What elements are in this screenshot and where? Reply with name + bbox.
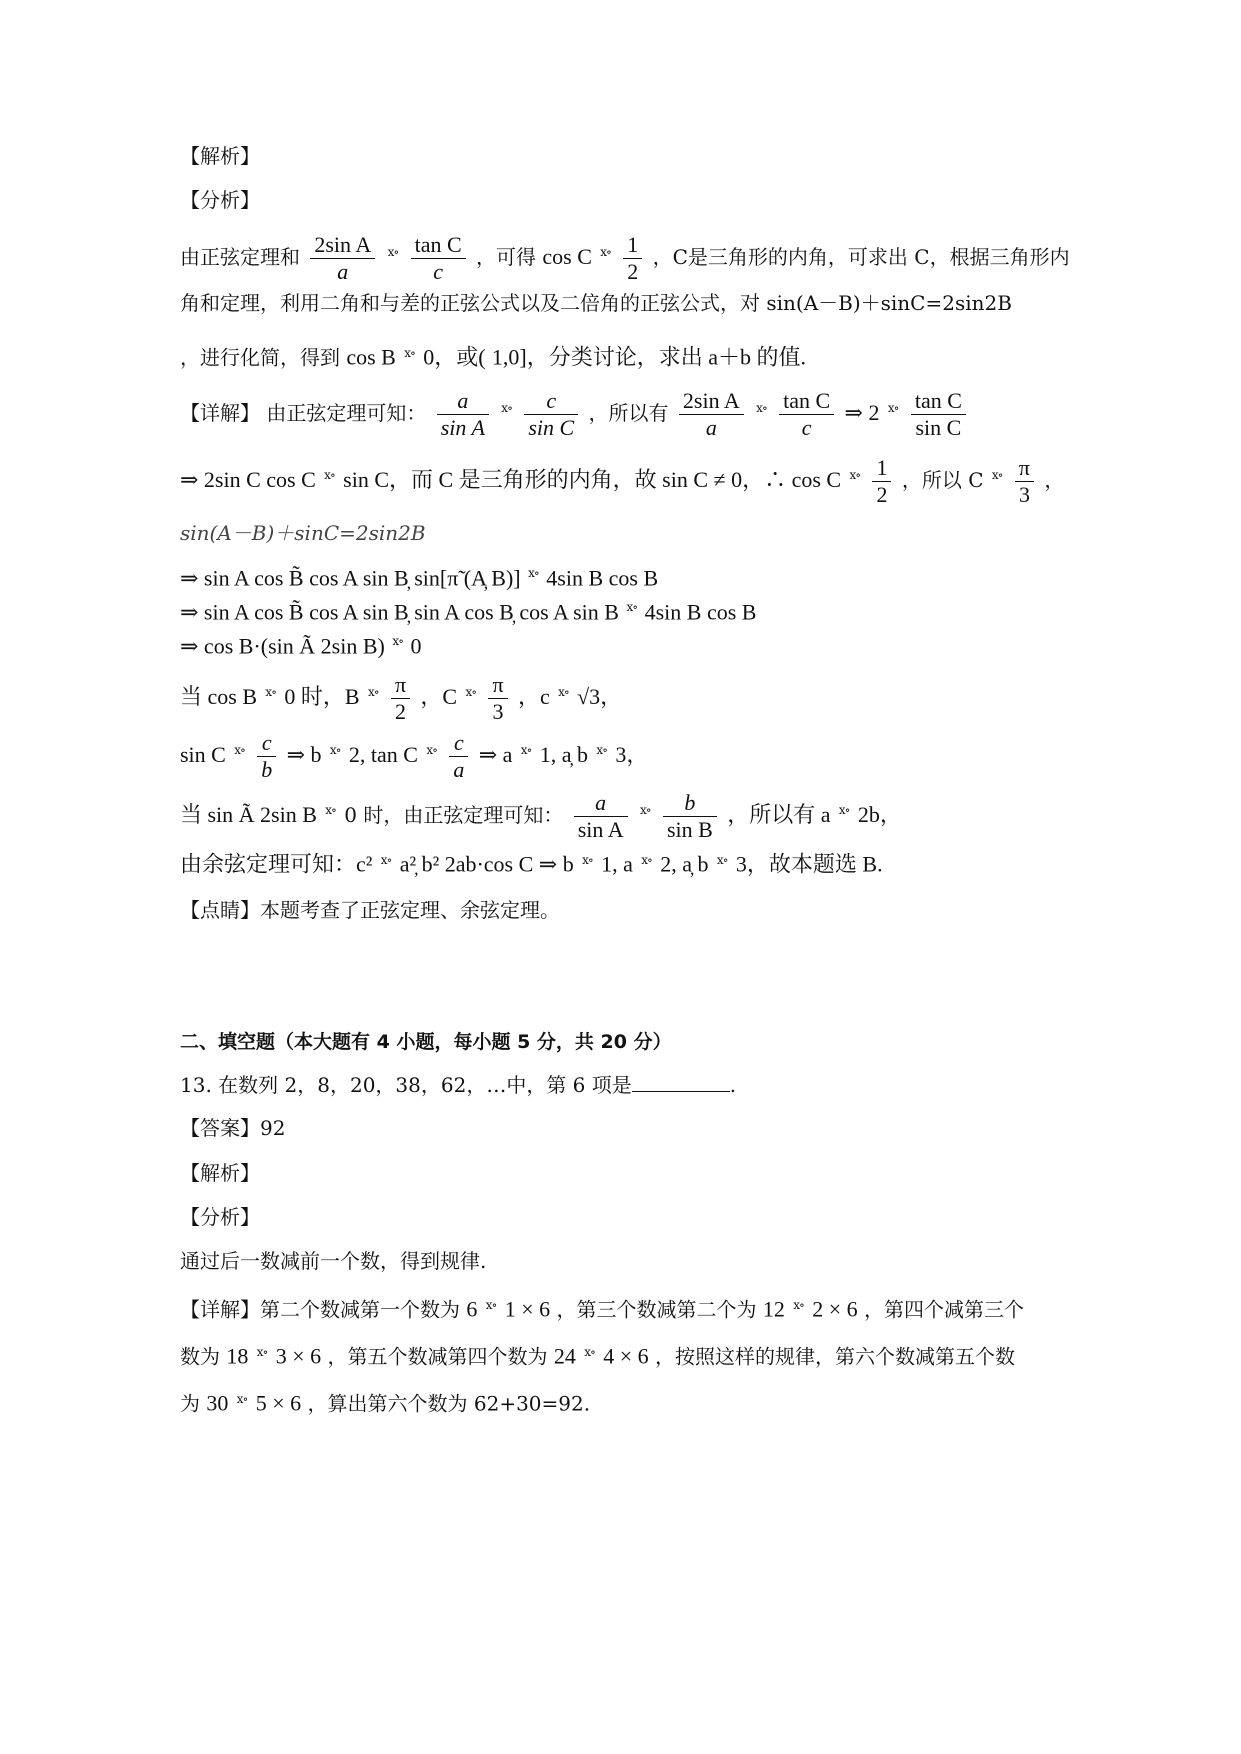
equals-glyph: ⅹ∘ bbox=[793, 1298, 804, 1312]
equals-glyph: ⅹ∘ bbox=[600, 245, 611, 260]
fraction: $\frac{b}{\text{sin B}}$ bbox=[663, 790, 717, 843]
xiangjie-line-3: sin(A－B)＋sinC=2sin2B bbox=[180, 521, 426, 545]
equals-glyph: ⅹ∘ bbox=[641, 853, 652, 867]
case1-line-2: sin C ⅹ∘ $\frac{c}{b}$ ⇒ b ⅹ∘ 2, tan C ⅹ∘ $\frac{c}{a}$ ⇒ a ⅹ∘ 1, a̦ b ⅹ∘ 3， bbox=[180, 730, 649, 782]
equals-glyph: ⅹ∘ bbox=[716, 853, 728, 867]
fraction: $\frac{\text{tan C}}{\text{sin C}}$ bbox=[911, 388, 966, 441]
q13-fenxi-label: 【分析】 bbox=[180, 1205, 260, 1229]
case2-line-2: 由余弦定理可知：c² ⅹ∘ a²̦ b² 2ab·cos C ⇒ b ⅹ∘ 1, a ⅹ∘ 2, a̦ b ⅹ∘ 3，故本题选 B. bbox=[180, 845, 883, 880]
equals-glyph: ⅹ∘ bbox=[582, 853, 593, 867]
equals-glyph: ⅹ∘ bbox=[756, 401, 767, 416]
equals-glyph: ⅹ∘ bbox=[325, 803, 336, 818]
equals-glyph: ⅹ∘ bbox=[234, 743, 245, 758]
equals-glyph: ⅹ∘ bbox=[367, 685, 379, 700]
jiexi-label: 【解析】 bbox=[180, 144, 260, 168]
analysis-line-3: ，进行化简，得到 cos B ⅹ∘ 0，或( 1,0]，分类讨论，求出 a＋b 的值. bbox=[180, 338, 806, 373]
q13-answer: 【答案】92 bbox=[180, 1116, 286, 1140]
equals-glyph: ⅹ∘ bbox=[528, 566, 539, 580]
fraction: $\frac{\text{tan C}}{c}$ bbox=[411, 232, 466, 285]
dianjing-note: 【点睛】本题考查了正弦定理、余弦定理。 bbox=[180, 898, 560, 922]
equals-glyph: ⅹ∘ bbox=[324, 468, 335, 483]
equals-glyph: ⅹ∘ bbox=[380, 853, 392, 867]
fraction: $\frac{\pi}{3}$ bbox=[1015, 455, 1034, 508]
answer-blank bbox=[632, 1073, 730, 1092]
fenxi-label: 【分析】 bbox=[180, 188, 260, 212]
case2-line-1: 当 sin Ã 2sin B ⅹ∘ 0 时，由正弦定理可知： $\frac{a}{\text{sin A}}$ ⅹ∘ $\frac{b}{\text{sin B}}$ ，所以有 a ⅹ∘ 2b， bbox=[180, 790, 902, 842]
analysis-text: 由正弦定理和 bbox=[180, 245, 300, 269]
xiangjie-tag: 【详解】 bbox=[180, 401, 260, 425]
equals-glyph: ⅹ∘ bbox=[485, 1298, 497, 1312]
fraction: $\frac{a}{\text{sin A}}$ bbox=[574, 790, 628, 843]
equals-glyph: ⅹ∘ bbox=[501, 401, 512, 416]
q13-analysis: 通过后一数减前一个数，得到规律. bbox=[180, 1249, 487, 1273]
fraction: $\frac{\text{tan C}}{c}$ bbox=[779, 388, 834, 441]
equals-glyph: ⅹ∘ bbox=[887, 401, 899, 416]
equals-glyph: ⅹ∘ bbox=[426, 743, 437, 758]
fraction: $\frac{\pi}{3}$ bbox=[488, 672, 507, 725]
xiangjie-line-2: ⇒ 2sin C cos C ⅹ∘ sin C，而 C 是三角形的内角，故 sin C ≠ 0，∴ cos C ⅹ∘ $\frac{1}{2}$ ，所以 C ⅹ∘ $\frac{\pi}{3}$ ， bbox=[180, 455, 1065, 507]
equals-glyph: ⅹ∘ bbox=[584, 1345, 595, 1359]
q13-jiexi-label: 【解析】 bbox=[180, 1161, 260, 1185]
fraction: $\frac{c}{b}$ bbox=[257, 730, 276, 783]
equals-glyph: ⅹ∘ bbox=[236, 1392, 248, 1406]
equals-glyph: ⅹ∘ bbox=[465, 685, 477, 700]
equals-glyph: ⅹ∘ bbox=[838, 803, 850, 818]
q13-detail-line-1: 【详解】第二个数减第一个数为 6 ⅹ∘ 1 × 6 ，第三个数减第二个为 12 ⅹ∘ 2 × 6 ，第四个减第三个 bbox=[180, 1290, 1024, 1325]
equals-glyph: ⅹ∘ bbox=[558, 685, 569, 700]
xiangjie-line-1: 【详解】 由正弦定理可知： $\frac{a}{\text{sin A}}$ ⅹ∘ $\frac{c}{\text{sin C}}$ ，所以有 $\frac{\text{2sin A}}{a}$ ⅹ∘ $\frac{\text{tan C}}{c}$ ⇒ 2 ⅹ∘ $\frac{\text{tan C}}{\text{sin C}}$ bbox=[180, 388, 970, 441]
equals-glyph: ⅹ∘ bbox=[639, 803, 651, 818]
fraction: $\frac{\text{2sin A}}{a}$ bbox=[679, 388, 744, 441]
fraction: $\frac{\pi}{2}$ bbox=[391, 672, 410, 725]
xiangjie-line-6: ⇒ cos B·(sin Ã 2sin B) ⅹ∘ 0 bbox=[180, 626, 421, 661]
analysis-line-1: 由正弦定理和 $\frac{\text{2sin A}}{a}$ ⅹ∘ $\frac{\text{tan C}}{c}$ ，可得 cos C ⅹ∘ $\frac{1}{2}$ ，C是三角形的内角，可求出 C，根据三角形内 bbox=[180, 232, 1070, 284]
fraction: $\frac{1}{2}$ bbox=[872, 455, 891, 508]
xiangjie-line-4: ⇒ sin A cos B̃ cos A sin B̦ sin[π̃ (A̦ B)] ⅹ∘ 4sin B cos B bbox=[180, 558, 658, 593]
equals-glyph: ⅹ∘ bbox=[329, 743, 341, 758]
fraction: $\frac{\text{2sin A}}{a}$ bbox=[310, 232, 375, 285]
equals-glyph: ⅹ∘ bbox=[520, 743, 532, 758]
equals-glyph: ⅹ∘ bbox=[849, 468, 861, 483]
equals-glyph: ⅹ∘ bbox=[392, 634, 403, 648]
fraction: $\frac{a}{\text{sin A}}$ bbox=[437, 388, 489, 441]
equals-glyph: ⅹ∘ bbox=[404, 346, 415, 360]
equals-glyph: ⅹ∘ bbox=[596, 743, 608, 758]
q13-detail-line-3: 为 30 ⅹ∘ 5 × 6 ，算出第六个数为 62+30=92. bbox=[180, 1384, 590, 1419]
q13-detail-line-2: 数为 18 ⅹ∘ 3 × 6 ，第五个数减第四个数为 24 ⅹ∘ 4 × 6 ，按照这样的规律，第六个数减第五个数 bbox=[180, 1337, 1015, 1372]
q13-question: 13. 在数列 2，8，20，38，62，…中，第 6 项是 . bbox=[180, 1073, 737, 1097]
equals-glyph: ⅹ∘ bbox=[387, 245, 399, 260]
fraction: $\frac{c}{a}$ bbox=[449, 730, 468, 783]
equals-glyph: ⅹ∘ bbox=[256, 1345, 268, 1359]
section-heading: 二、填空题（本大题有 4 小题，每小题 5 分，共 20 分） bbox=[180, 1031, 672, 1053]
equals-glyph: ⅹ∘ bbox=[265, 685, 277, 700]
xiangjie-line-5: ⇒ sin A cos B̃ cos A sin B̦ sin A cos B̦ cos A sin B ⅹ∘ 4sin B cos B bbox=[180, 592, 756, 627]
fraction: $\frac{c}{\text{sin C}}$ bbox=[524, 388, 578, 441]
fraction: $\frac{1}{2}$ bbox=[623, 232, 642, 285]
analysis-line-2: 角和定理，利用二角和与差的正弦公式以及二倍角的正弦公式，对 sin(A－B)＋sinC=2sin2B bbox=[180, 291, 1012, 315]
case1-line-1: 当 cos B ⅹ∘ 0 时，B ⅹ∘ $\frac{\pi}{2}$ ，C ⅹ∘ $\frac{\pi}{3}$ ，c ⅹ∘ √3， bbox=[180, 672, 623, 724]
equals-glyph: ⅹ∘ bbox=[626, 600, 638, 614]
equals-glyph: ⅹ∘ bbox=[991, 468, 1003, 483]
